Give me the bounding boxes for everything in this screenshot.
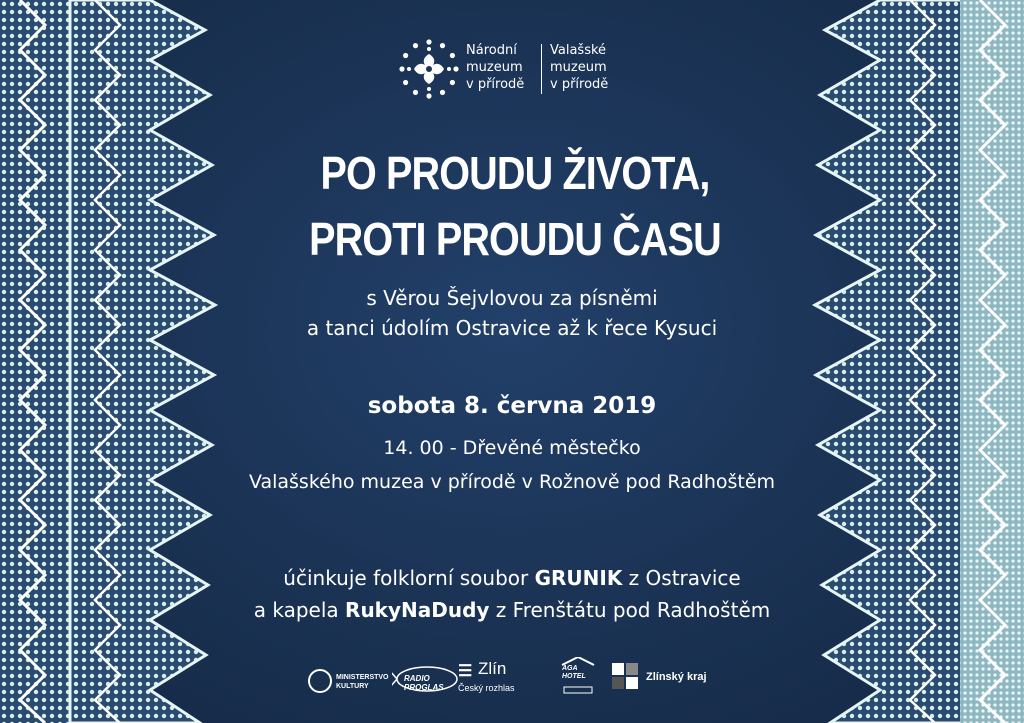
czech-radio-logo-icon: ☰ [458, 663, 473, 680]
logo-line: muzeum [466, 60, 523, 75]
title-line-2: PROTI PROUDU ČASU [309, 213, 721, 265]
logo-line: v přírodě [466, 77, 525, 92]
czech-radio-zlin-logo [458, 657, 548, 697]
event-date: sobota 8. června 2019 [367, 393, 657, 419]
zlin-region-logo [612, 663, 732, 693]
czech-radio-zlin-name: Zlín [478, 659, 507, 678]
logo-line: muzeum [550, 60, 607, 75]
hotel-logo-text: AGA HOTEL [562, 665, 586, 680]
performers-text: účinkuje folklorní soubor [283, 566, 535, 590]
ensemble-name: GRUNIK [534, 566, 623, 590]
ministry-line: MINISTERSTVO [336, 674, 389, 681]
performers-text: a kapela [253, 598, 346, 622]
performers-line-1 [150, 566, 874, 590]
event-time-place: 14. 00 - Dřevěné městečko [383, 437, 641, 459]
ministry-line: KULTURY [336, 683, 369, 690]
ministry-logo [308, 669, 398, 695]
radio-proglas-logo [392, 661, 462, 697]
zlin-region-logo-icon [612, 663, 638, 689]
subtitle-line-2: a tanci údolím Ostravice až k řece Kysuci [306, 316, 718, 340]
performers-text: z Ostravice [622, 566, 741, 590]
czech-radio-subtitle: Český rozhlas [458, 683, 515, 693]
logo-text-narodni [466, 42, 538, 93]
sponsor-logos [300, 655, 740, 703]
radio-proglas-text: RADIO PROGLAS [404, 674, 444, 692]
band-name: RukyNaDudy [345, 598, 490, 622]
event-venue: Valašského muzea v přírodě v Rožnově pod Radhoštěm [248, 471, 776, 493]
performers-line-2 [150, 598, 874, 622]
logo-text-valasske [550, 42, 630, 93]
logo-divider [541, 44, 542, 94]
ministry-logo-text [336, 673, 389, 691]
museum-logo [398, 38, 628, 100]
zlin-region-text: Zlínský kraj [646, 671, 707, 683]
title-line-1: PO PROUDU ŽIVOTA, [320, 147, 710, 199]
logo-line: Národní [466, 43, 517, 58]
ministry-logo-icon [308, 669, 332, 693]
subtitle-line-1: s Věrou Šejvlovou za písněmi [366, 286, 658, 310]
logo-line: v přírodě [550, 77, 609, 92]
performers-text: z Frenštátu pod Radhoštěm [489, 598, 771, 622]
logo-line: Valašské [550, 43, 607, 58]
hotel-logo [558, 657, 598, 699]
museum-flower-logo-icon [398, 38, 460, 100]
